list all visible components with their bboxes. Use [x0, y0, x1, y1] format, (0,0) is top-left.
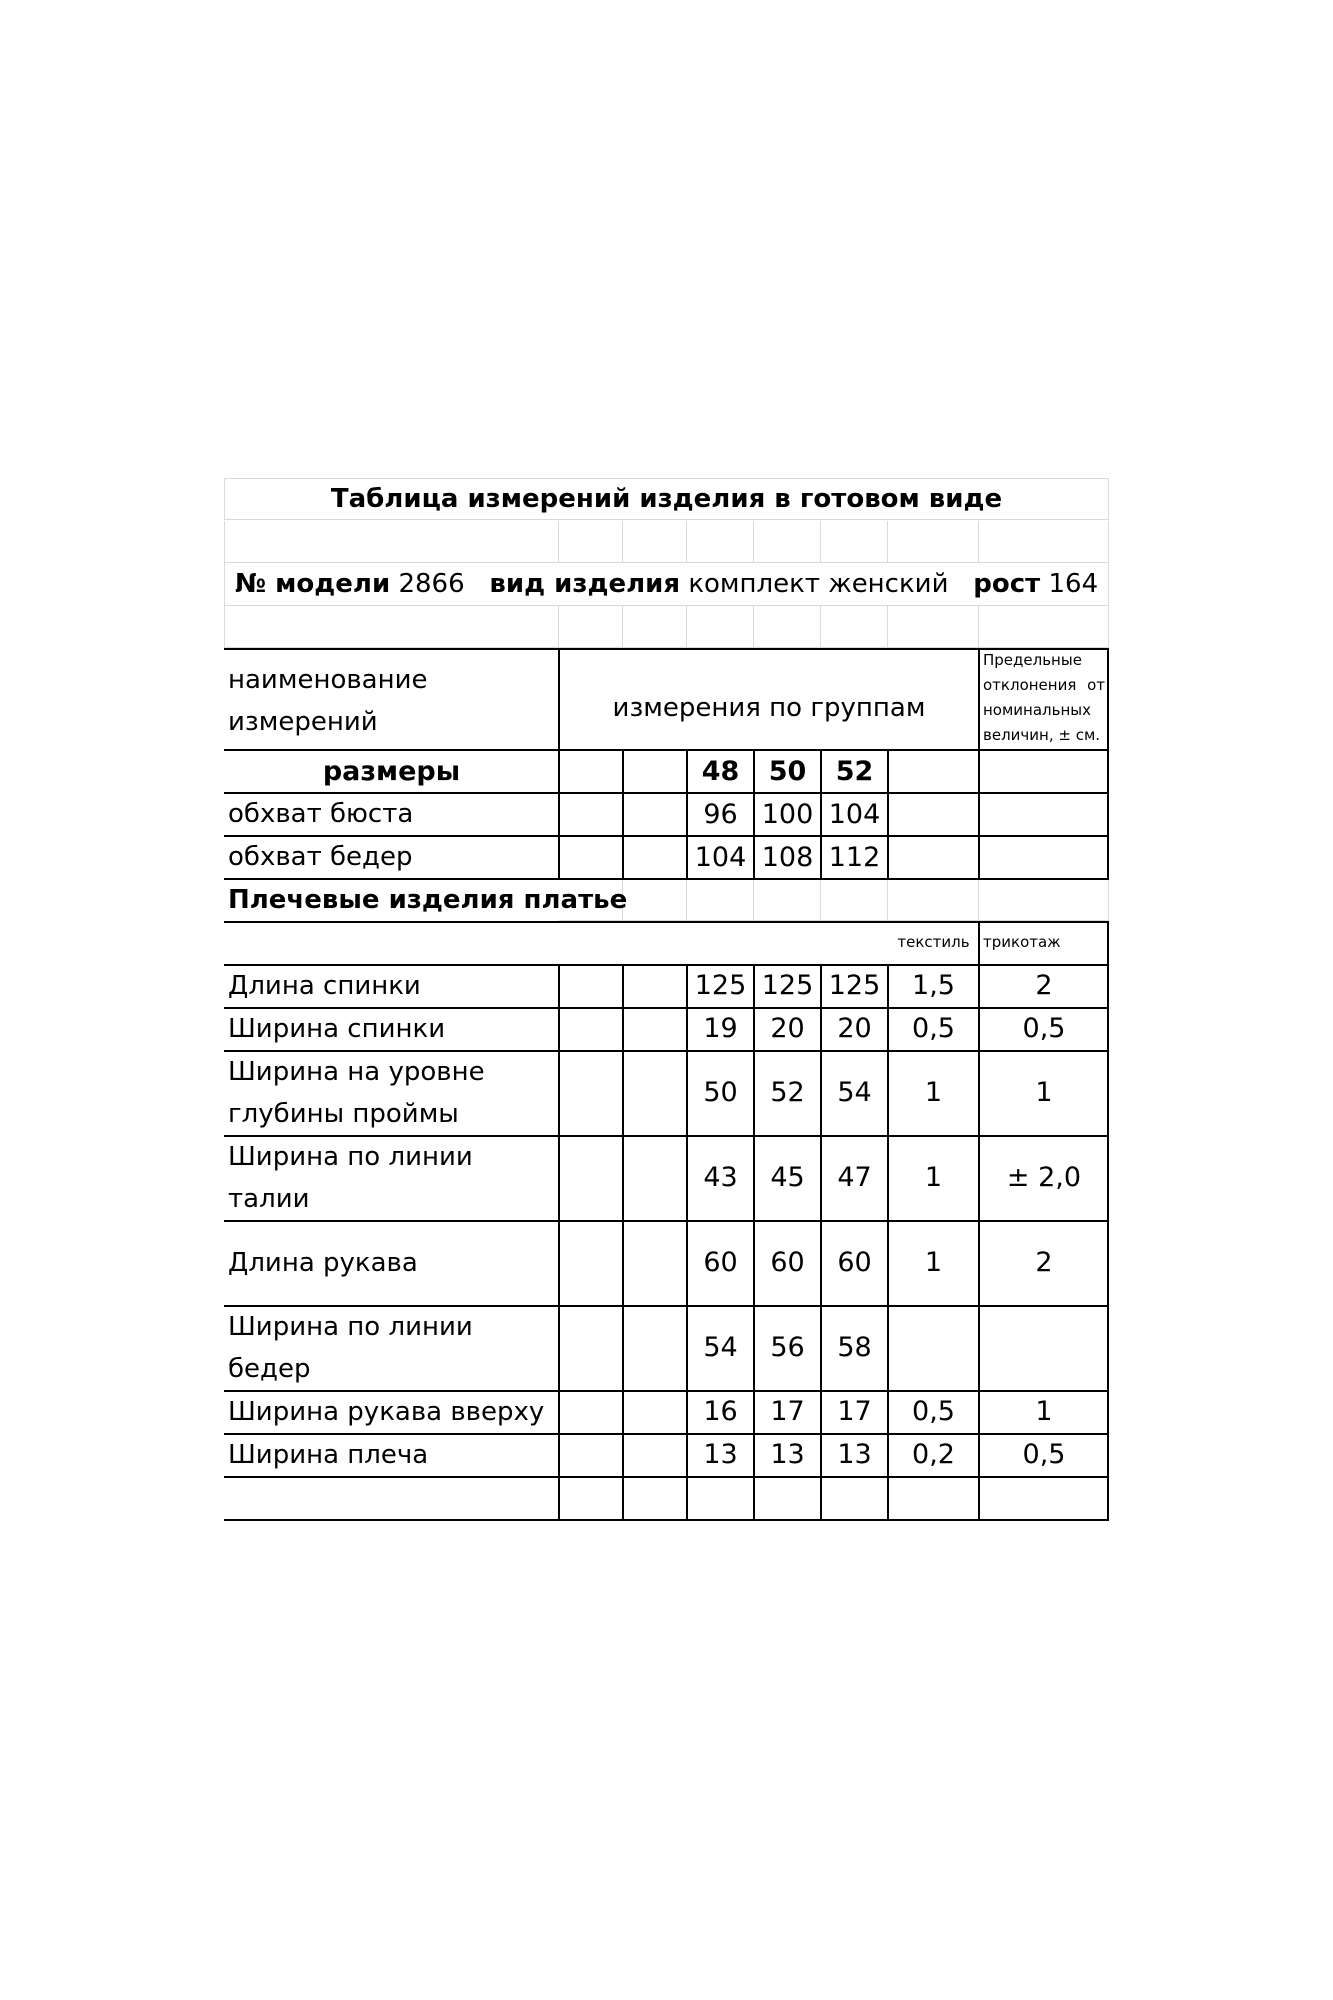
measurement-value: 54	[703, 1332, 738, 1363]
sizes-label: размеры	[322, 756, 461, 787]
tolerance-knit: 1	[1035, 1396, 1053, 1427]
tolerance-knit: 2	[1035, 970, 1053, 1001]
measurement-value: 50	[703, 1077, 738, 1108]
measurement-value: 17	[837, 1396, 872, 1427]
border	[224, 964, 1109, 966]
border	[224, 878, 1109, 880]
item-type-label: вид изделия	[489, 569, 681, 599]
tolerance-knit: 0,5	[1022, 1439, 1066, 1470]
measurement-value: 125	[761, 970, 814, 1001]
tolerance-textile	[888, 1305, 979, 1390]
row-hips-name: обхват бедер	[228, 842, 413, 872]
border	[558, 964, 560, 1521]
border	[224, 1220, 1109, 1222]
border	[224, 749, 1109, 751]
border	[887, 749, 889, 880]
height-value: 164	[1048, 569, 1099, 599]
tolerance-knit: ± 2,0	[1006, 1162, 1082, 1193]
gridline	[687, 606, 754, 648]
gridline	[224, 606, 559, 648]
border	[622, 964, 624, 1521]
subheader-textile: текстиль	[897, 933, 970, 951]
measurement-value: 125	[694, 970, 747, 1001]
measurement-value: 60	[770, 1247, 805, 1278]
border	[224, 921, 1109, 923]
height-label: рост	[973, 569, 1041, 599]
subheader-knit: трикотаж	[983, 933, 1061, 951]
model-info-line	[224, 563, 1109, 605]
deviation-word2: от	[1087, 676, 1105, 694]
measurement-name: Ширина по линии	[228, 1311, 473, 1342]
tolerance-knit	[979, 1305, 1109, 1390]
border	[224, 1519, 1109, 1521]
gridline	[754, 521, 821, 563]
header-name-line2: измерений	[228, 707, 378, 737]
measurement-name: Длина рукава	[228, 1247, 418, 1278]
gridline	[224, 521, 559, 563]
measurement-value: 47	[837, 1162, 872, 1193]
tolerance-knit: 1	[1035, 1077, 1053, 1108]
measurement-value: 16	[703, 1396, 738, 1427]
border	[224, 1390, 1109, 1392]
measurement-value: 43	[703, 1162, 738, 1193]
gridline	[623, 879, 687, 921]
bust-52: 104	[828, 799, 881, 830]
measurement-value: 54	[837, 1077, 872, 1108]
hips-48: 104	[694, 842, 747, 873]
measurement-name: бедер	[228, 1353, 311, 1384]
row-bust-name: обхват бюста	[228, 799, 414, 829]
border	[820, 749, 822, 880]
gridline	[821, 521, 888, 563]
border	[686, 964, 688, 1521]
measurement-value: 13	[770, 1439, 805, 1470]
gridline	[979, 879, 1109, 921]
tolerance-knit: 0,5	[1022, 1013, 1066, 1044]
size-48: 48	[701, 756, 740, 787]
gridline	[754, 879, 821, 921]
gridline	[687, 879, 754, 921]
measurement-value: 60	[703, 1247, 738, 1278]
size-52: 52	[835, 756, 874, 787]
tolerance-textile: 1,5	[912, 970, 955, 1001]
border	[224, 1476, 1109, 1478]
gridline	[821, 606, 888, 648]
border	[224, 835, 1109, 837]
bust-48: 96	[703, 799, 738, 830]
border	[558, 648, 560, 880]
measurement-name: Ширина рукава вверху	[228, 1396, 545, 1427]
gridline	[559, 521, 623, 563]
gridline	[623, 606, 687, 648]
border	[224, 1305, 1109, 1307]
gridline	[754, 606, 821, 648]
border	[978, 921, 980, 1521]
header-name-line1: наименование	[228, 665, 428, 695]
measurement-value: 60	[837, 1247, 872, 1278]
section-title: Плечевые изделия платье	[228, 885, 628, 915]
border	[978, 648, 980, 880]
model-number-label: № модели	[234, 569, 391, 599]
measurement-name: Ширина по линии	[228, 1141, 473, 1172]
deviation-word1: отклонения	[983, 676, 1077, 694]
measurement-value: 17	[770, 1396, 805, 1427]
deviation-line1: Предельные	[983, 651, 1082, 669]
tolerance-textile: 1	[924, 1162, 943, 1193]
gridline	[623, 521, 687, 563]
measurement-name: Ширина спинки	[228, 1013, 446, 1044]
deviation-line2	[983, 673, 1105, 698]
measurement-value: 13	[837, 1439, 872, 1470]
gridline	[687, 521, 754, 563]
border	[224, 1433, 1109, 1435]
measurement-value: 45	[770, 1162, 805, 1193]
border	[224, 792, 1109, 794]
gridline	[888, 521, 979, 563]
measurement-name: Ширина плеча	[228, 1439, 429, 1470]
measurement-value: 58	[837, 1332, 872, 1363]
tolerance-textile: 1	[924, 1247, 943, 1278]
measurement-table	[224, 478, 1109, 1521]
gridline	[979, 606, 1109, 648]
measurement-value: 52	[770, 1077, 805, 1108]
measurement-value: 20	[770, 1013, 805, 1044]
gridline	[559, 606, 623, 648]
border	[224, 1135, 1109, 1137]
border	[1107, 648, 1109, 880]
border	[1107, 921, 1109, 1521]
tolerance-textile: 0,5	[912, 1013, 955, 1044]
deviation-line4: величин, ± см.	[983, 726, 1101, 744]
border	[887, 964, 889, 1521]
tolerance-textile: 0,2	[912, 1439, 955, 1470]
gridline	[979, 521, 1109, 563]
tolerance-knit: 2	[1035, 1247, 1053, 1278]
measurement-value: 19	[703, 1013, 738, 1044]
tolerance-textile: 0,5	[912, 1396, 955, 1427]
measurement-value: 20	[837, 1013, 872, 1044]
gridline	[821, 879, 888, 921]
hips-50: 108	[761, 842, 814, 873]
model-number-value: 2866	[398, 569, 465, 599]
measurement-name: глубины проймы	[228, 1098, 459, 1129]
border	[622, 749, 624, 880]
hips-52: 112	[828, 842, 881, 873]
border	[753, 964, 755, 1521]
border	[224, 648, 1109, 650]
border	[753, 749, 755, 880]
border	[686, 749, 688, 880]
gridline	[888, 879, 979, 921]
measurement-name: Длина спинки	[228, 970, 421, 1001]
measurement-name: талии	[228, 1183, 310, 1214]
measurement-value: 13	[703, 1439, 738, 1470]
tolerance-textile: 1	[924, 1077, 943, 1108]
header-groups: измерения по группам	[612, 693, 926, 723]
bust-50: 100	[761, 799, 814, 830]
gridline	[888, 606, 979, 648]
measurement-name: Ширина на уровне	[228, 1056, 485, 1087]
border	[224, 1007, 1109, 1009]
measurement-value: 56	[770, 1332, 805, 1363]
deviation-line3: номинальных	[983, 701, 1092, 719]
item-type-value: комплект женский	[688, 569, 949, 599]
size-50: 50	[768, 756, 807, 787]
measurement-value: 125	[828, 970, 881, 1001]
table-title: Таблица измерений изделия в готовом виде	[330, 484, 1003, 514]
border	[820, 964, 822, 1521]
border	[224, 1050, 1109, 1052]
